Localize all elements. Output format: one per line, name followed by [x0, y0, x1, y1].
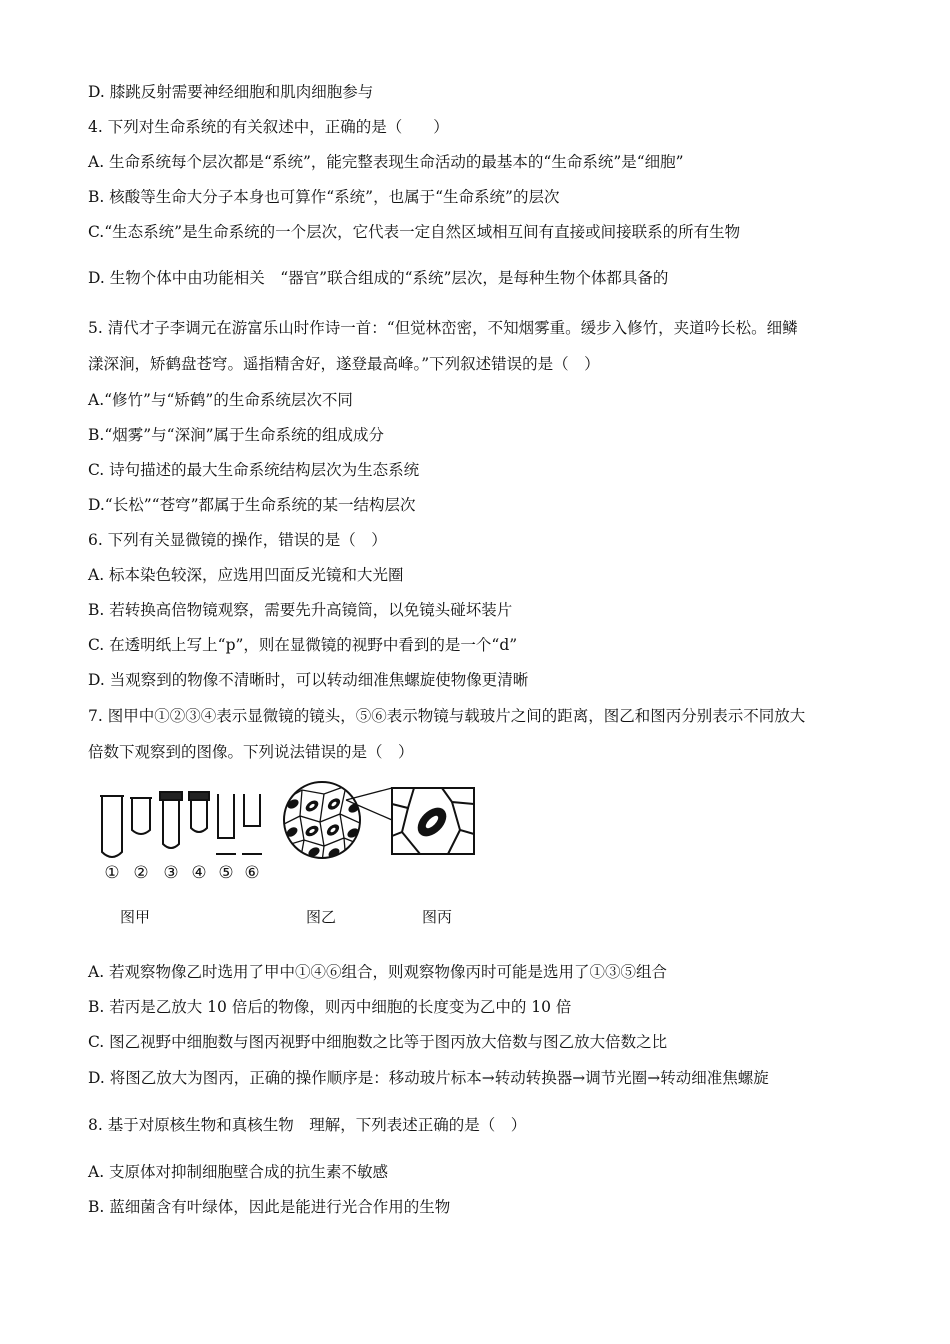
lens-3-objective	[160, 792, 182, 848]
q4-stem: 4. 下列对生命系统的有关叙述中，正确的是（ ）	[88, 118, 449, 136]
q7-option-a: A. 若观察物像乙时选用了甲中①④⑥组合，则观察物像丙时可能是选用了①③⑤组合	[88, 963, 668, 981]
figure-caption-jia: 图甲	[120, 908, 151, 926]
lens-1-eyepiece	[100, 796, 124, 857]
q4-option-b: B. 核酸等生命大分子本身也可算作“系统”，也属于“生命系统”的层次	[88, 188, 560, 206]
q5-option-d: D.“长松”“苍穹”都属于生命系统的某一结构层次	[88, 496, 416, 514]
lens-4-objective	[189, 792, 209, 832]
q6-stem: 6. 下列有关显微镜的操作，错误的是（ ）	[88, 531, 387, 549]
zoom-connector	[346, 788, 392, 820]
q8-stem: 8. 基于对原核生物和真核生物 理解，下列表述正确的是（ ）	[88, 1116, 527, 1134]
q5-stem-line1: 5. 清代才子李调元在游富乐山时作诗一首：“但觉林峦密，不知烟雾重。缓步入修竹，夹道吟长松。细鳞	[88, 319, 798, 337]
figure-caption-yi: 图乙	[306, 908, 337, 926]
q3-option-d: D. 膝跳反射需要神经细胞和肌肉细胞参与	[88, 83, 374, 101]
q7-stem-line2: 倍数下观察到的图像。下列说法错误的是（ ）	[88, 743, 414, 761]
q4-option-d: D. 生物个体中由功能相关 “器官”联合组成的“系统”层次，是每种生物个体都具备的	[88, 269, 669, 287]
lens-number-6: ⑥	[244, 863, 260, 883]
lens-number-3: ③	[163, 863, 179, 883]
lens-number-1: ①	[104, 863, 120, 883]
q5-option-a: A.“修竹”与“矫鹤”的生命系统层次不同	[88, 391, 353, 409]
q7-option-d: D. 将图乙放大为图丙，正确的操作顺序是：移动玻片标本→转动转换器→调节光圈→转动细准焦螺旋	[88, 1069, 769, 1087]
q8-option-b: B. 蓝细菌含有叶绿体，因此是能进行光合作用的生物	[88, 1198, 451, 1216]
distance-5	[216, 794, 236, 854]
q6-option-b: B. 若转换高倍物镜观察，需要先升高镜筒，以免镜头碰坏装片	[88, 601, 513, 619]
q5-stem-line2: 漾深涧，矫鹤盘苍穹。遥指精舍好，遂登最高峰。”下列叙述错误的是（ ）	[88, 355, 600, 373]
lens-2-eyepiece	[130, 798, 152, 834]
lens-number-2: ②	[133, 863, 149, 883]
field-of-view-bing	[392, 788, 474, 854]
q5-option-c: C. 诗句描述的最大生命系统结构层次为生态系统	[88, 461, 420, 479]
q8-option-a: A. 支原体对抑制细胞壁合成的抗生素不敏感	[88, 1163, 389, 1181]
q6-option-d: D. 当观察到的物像不清晰时，可以转动细准焦螺旋使物像更清晰	[88, 671, 529, 689]
q5-option-b: B.“烟雾”与“深涧”属于生命系统的组成成分	[88, 426, 385, 444]
figure-caption-bing: 图丙	[422, 908, 453, 926]
q6-option-a: A. 标本染色较深，应选用凹面反光镜和大光圈	[88, 566, 404, 584]
lens-number-5: ⑤	[218, 863, 234, 883]
q7-stem-line1: 7. 图甲中①②③④表示显微镜的镜头，⑤⑥表示物镜与载玻片之间的距离，图乙和图丙分别表示不同放大	[88, 707, 806, 725]
q4-option-a: A. 生命系统每个层次都是“系统”，能完整表现生命活动的最基本的“生命系统”是“细胞”	[88, 153, 684, 171]
field-of-view-yi	[284, 782, 364, 862]
q4-option-c: C.“生态系统”是生命系统的一个层次，它代表一定自然区域相互间有直接或间接联系的所有生物	[88, 223, 741, 241]
q7-option-b: B. 若丙是乙放大 10 倍后的物像，则丙中细胞的长度变为乙中的 10 倍	[88, 998, 572, 1016]
q7-option-c: C. 图乙视野中细胞数与图丙视野中细胞数之比等于图丙放大倍数与图乙放大倍数之比	[88, 1033, 668, 1051]
q6-option-c: C. 在透明纸上写上“p”，则在显微镜的视野中看到的是一个“d”	[88, 636, 518, 654]
distance-6	[242, 794, 262, 854]
lens-number-4: ④	[191, 863, 207, 883]
